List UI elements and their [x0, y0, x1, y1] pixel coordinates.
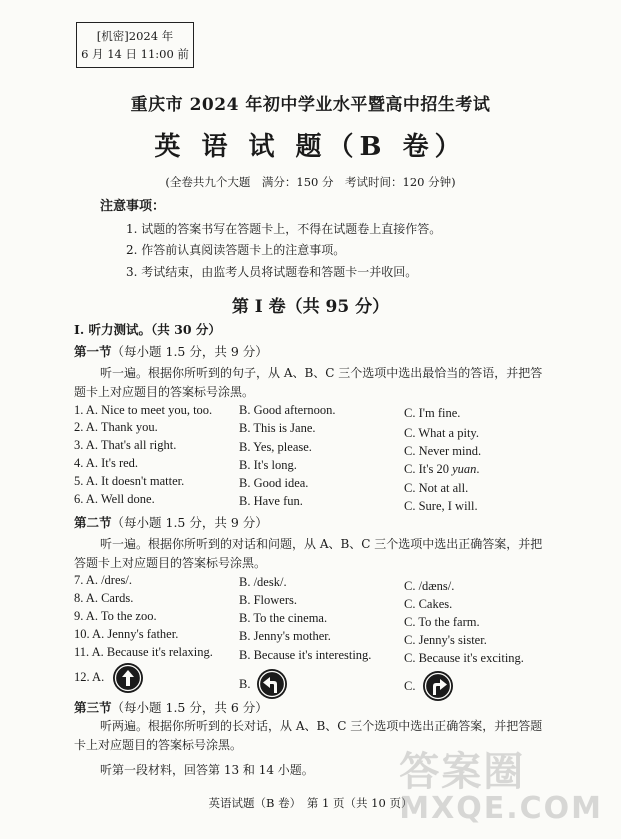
turn-left-icon [257, 669, 287, 699]
section2-instruction: 听一遍。根据你所听到的对话和问题，从 A、B、C 三个选项中选出正确答案，并把答题卡上对应题目的答案标号涂黑。 [74, 537, 543, 570]
question-option: B. It's long. [239, 458, 297, 472]
question-option: B. Jenny's mother. [239, 629, 331, 643]
turn-right-icon [423, 671, 453, 701]
question-option: B. Good afternoon. [239, 403, 336, 417]
section3-score: （每小题 1.5 分，共 6 分） [111, 700, 268, 715]
question-option: 10. A. Jenny's father. [74, 627, 179, 641]
section1-title: 第一节 [74, 344, 112, 359]
section2-score: （每小题 1.5 分，共 9 分） [111, 515, 268, 530]
option-text-italic: yuan [452, 462, 477, 476]
question-option: B. To the cinema. [239, 611, 328, 625]
notes-heading: 注意事项： [100, 199, 166, 214]
watermark-en: MXQE.COM [399, 791, 603, 826]
exam-title: 重庆市 2024 年初中学业水平暨高中招生考试 [130, 95, 491, 115]
secret-notice-box [76, 22, 194, 68]
question-option: C. I'm fine. [404, 406, 461, 420]
section3-heading [74, 698, 268, 716]
question-option: B. [239, 677, 251, 691]
material-note: 听第一段材料，回答第 13 和 14 小题。 [100, 763, 314, 777]
option-text: . [476, 462, 480, 476]
question-option: C. Jenny's sister. [404, 633, 487, 647]
main-title: 英 语 试 题（B 卷） [154, 132, 467, 162]
secret-notice-line1: [机密]2024 年 [96, 29, 174, 43]
question-option: C. What a pity. [404, 426, 479, 440]
question-option: B. /desk/. [239, 575, 287, 589]
note-item: 1. 试题的答案书写在答题卡上，不得在试题卷上直接作答。 [126, 222, 442, 236]
watermark [399, 740, 603, 826]
question-option: B. Good idea. [239, 476, 309, 490]
section3-instruction: 听两遍。根据你所听到的长对话，从 A、B、C 三个选项中选出正确答案，并把答题卡上对应题目的答案标号涂黑。 [74, 719, 543, 752]
secret-notice-line2: 6 月 14 日 11:00 前 [81, 47, 189, 61]
question-option: 5. A. It doesn't matter. [74, 474, 185, 488]
section2-title: 第二节 [74, 515, 112, 530]
question-option: 11. A. Because it's relaxing. [74, 645, 213, 659]
exam-info: (全卷共九个大题 满分：150 分 考试时间：120 分钟) [165, 175, 456, 189]
question-option: B. Because it's interesting. [239, 648, 372, 662]
question-option: 8. A. Cards. [74, 591, 134, 605]
section1-instruction: 听一遍。根据你所听到的句子，从 A、B、C 三个选项中选出最恰当的答语，并把答题卡上对应题目的答案标号涂黑。 [74, 366, 543, 399]
listening-heading: I. 听力测试。（共 30 分） [74, 322, 221, 337]
question-option-yuan [404, 462, 480, 477]
question-option: B. Flowers. [239, 593, 297, 607]
question-option: 7. A. /dres/. [74, 573, 132, 587]
question-option: C. Never mind. [404, 444, 482, 458]
question-option: B. Yes, please. [239, 440, 312, 454]
question-option: 6. A. Well done. [74, 492, 155, 506]
section1-heading [74, 342, 268, 360]
question-option: C. To the farm. [404, 615, 480, 629]
question-option: C. Not at all. [404, 481, 469, 495]
question-option: C. /dæns/. [404, 579, 455, 593]
section1-score: （每小题 1.5 分，共 9 分） [111, 344, 268, 359]
option-text: C. It's 20 [404, 462, 453, 476]
question-option: C. Cakes. [404, 597, 453, 611]
page-footer: 英语试题（B 卷） 第 1 页（共 10 页） [208, 796, 413, 810]
section2-heading [74, 513, 268, 531]
question-option: 12. A. [74, 670, 105, 684]
watermark-cn: 答案圈 [399, 749, 526, 795]
question-option: B. This is Jane. [239, 421, 316, 435]
question-option: 1. A. Nice to meet you, too. [74, 403, 213, 417]
arrow-up-icon [113, 663, 143, 693]
question-option: 9. A. To the zoo. [74, 609, 157, 623]
note-item: 3. 考试结束，由监考人员将试题卷和答题卡一并收回。 [126, 265, 418, 279]
question-option: C. [404, 679, 416, 693]
question-option: C. Sure, I will. [404, 499, 478, 513]
question-option: B. Have fun. [239, 494, 303, 508]
note-item: 2. 作答前认真阅读答题卡上的注意事项。 [126, 243, 346, 257]
section3-title: 第三节 [74, 700, 112, 715]
question-option: 3. A. That's all right. [74, 438, 177, 452]
question-option: 4. A. It's red. [74, 456, 139, 470]
question-option: C. Because it's exciting. [404, 651, 524, 665]
part-title: 第 I 卷（共 95 分） [231, 297, 390, 317]
question-option: 2. A. Thank you. [74, 420, 158, 434]
